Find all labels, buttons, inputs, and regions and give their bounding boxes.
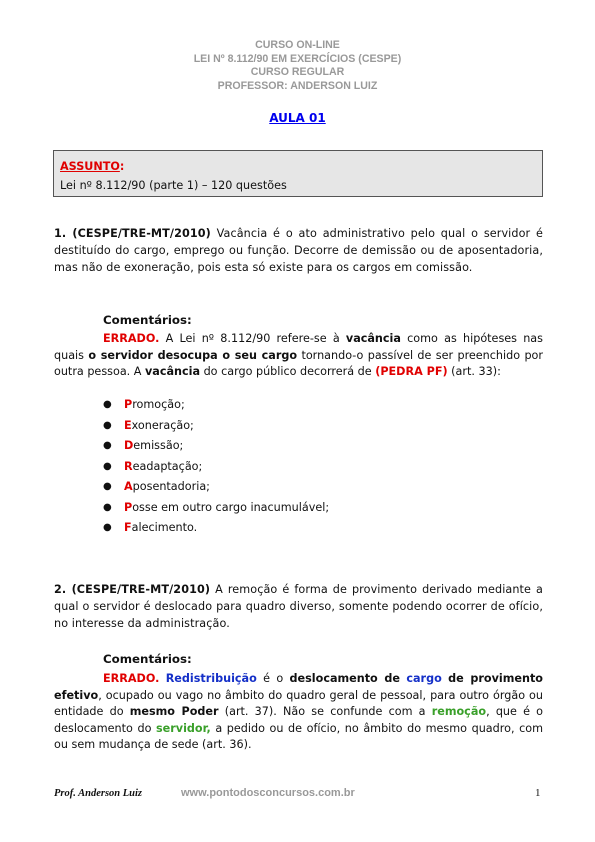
- footer-site: www.pontodosconcursos.com.br: [181, 787, 355, 799]
- list-text: romoção;: [132, 398, 185, 411]
- question-2-comments: [54, 671, 543, 754]
- header-line-professor: PROFESSOR: ANDERSON LUIZ: [217, 79, 378, 92]
- bullet-icon: ●: [103, 501, 112, 513]
- comment-bold: vacância: [145, 365, 201, 379]
- bullet-icon: ●: [103, 419, 112, 431]
- comment-text: , ocupado ou vago no âmbito do quadro geral de pessoal, para outro órgão ou entidade do: [54, 688, 543, 719]
- list-text: osse em outro cargo inacumulável;: [132, 500, 330, 514]
- question-2-heading: 2. (CESPE/TRE-MT/2010): [54, 583, 211, 596]
- list-item: [100, 436, 329, 457]
- list-initial: F: [124, 521, 132, 534]
- bullet-icon: ●: [103, 481, 112, 492]
- term-cargo: cargo: [406, 672, 442, 685]
- list-initial: A: [124, 480, 133, 493]
- subject-box: [53, 150, 543, 197]
- list-item: [100, 395, 329, 416]
- question-2-text: A remoção é forma de provimento derivado mediante a qual o servidor é deslocado para quadro diverso, somente podendo ocorrer de ofício, no interesse da administração.: [54, 583, 543, 631]
- bullet-icon: ●: [103, 460, 112, 472]
- comment-text: (art. 33):: [447, 365, 501, 379]
- list-item: [100, 498, 329, 519]
- vacancy-list: [100, 395, 329, 539]
- comment-bold: mesmo Poder: [129, 705, 219, 719]
- question-2: [54, 581, 543, 633]
- bullet-icon: ●: [103, 399, 112, 410]
- comment-text: a pedido ou de ofício, no âmbito do mesmo quadro, com ou sem mudança de sede (art. 36).: [54, 721, 543, 752]
- comment-text: tornando-o passível de ser preenchido por outra pessoa. A: [54, 348, 543, 379]
- list-text: alecimento.: [131, 521, 198, 534]
- question-1-text: Vacância é o ato administrativo pelo qual o servidor é destituído do cargo, emprego ou função. Decorre de demissão ou de aposentadoria, mas não de exoneração, pois esta só existe para os cargos em comissão.: [54, 227, 543, 275]
- verdict-errado: ERRADO.: [103, 672, 160, 685]
- list-item: [100, 518, 329, 539]
- page-number: 1: [535, 787, 541, 799]
- comment-bold: o servidor desocupa o seu cargo: [88, 348, 298, 362]
- question-1-heading: 1. (CESPE/TRE-MT/2010): [54, 227, 211, 240]
- comment-text: como as hipóteses nas quais: [54, 332, 543, 362]
- subject-text: Lei nº 8.112/90 (parte 1) – 120 questões: [60, 179, 287, 192]
- list-item: [100, 477, 329, 498]
- bullet-icon: ●: [103, 440, 112, 451]
- question-1: [54, 225, 543, 277]
- header-line-law: LEI Nº 8.112/90 EM EXERCÍCIOS (CESPE): [193, 52, 402, 65]
- header-line-regular: CURSO REGULAR: [250, 66, 345, 79]
- list-text: eadaptação;: [132, 459, 203, 473]
- list-item: [100, 457, 329, 478]
- comment-text: é o: [256, 672, 290, 685]
- subject-label: ASSUNTO: [60, 160, 120, 173]
- header-line-course: CURSO ON-LINE: [255, 39, 340, 51]
- subject-colon: :: [119, 160, 125, 173]
- list-item: [100, 416, 329, 437]
- list-text: posentadoria;: [132, 480, 210, 493]
- lesson-title-link[interactable]: AULA 01: [269, 111, 326, 125]
- comment-text: A Lei nº 8.112/90 refere-se à: [159, 332, 346, 345]
- list-text: xoneração;: [131, 418, 194, 432]
- question-1-comments-title: Comentários:: [103, 313, 192, 327]
- list-text: emissão;: [133, 439, 184, 452]
- comment-text: do cargo público decorrerá de: [200, 365, 376, 379]
- comment-text: (art. 37). Não se confunde com a: [218, 705, 432, 719]
- list-initial: P: [124, 398, 133, 411]
- comment-text: , que é o deslocamento do: [54, 705, 544, 735]
- list-initial: D: [124, 439, 134, 452]
- term-redistribuicao: Redistribuição: [165, 672, 257, 685]
- term-remocao: remoção: [431, 705, 487, 719]
- bullet-icon: ●: [103, 522, 112, 533]
- list-initial: R: [124, 459, 133, 473]
- comment-bold: vacância: [345, 332, 401, 345]
- mnemonic-pedra-pf: (PEDRA PF): [375, 365, 448, 379]
- course-header: [0, 39, 595, 93]
- question-2-comments-title: Comentários:: [103, 652, 192, 666]
- term-servidor: servidor,: [156, 721, 211, 735]
- comment-bold: deslocamento de: [289, 672, 401, 685]
- verdict-errado: ERRADO.: [103, 332, 160, 345]
- footer-author: Prof. Anderson Luiz: [54, 788, 143, 799]
- comment-bold: de provimento efetivo: [54, 672, 543, 702]
- list-initial: E: [124, 418, 132, 432]
- list-initial: P: [124, 500, 133, 514]
- question-1-comments: [54, 331, 543, 381]
